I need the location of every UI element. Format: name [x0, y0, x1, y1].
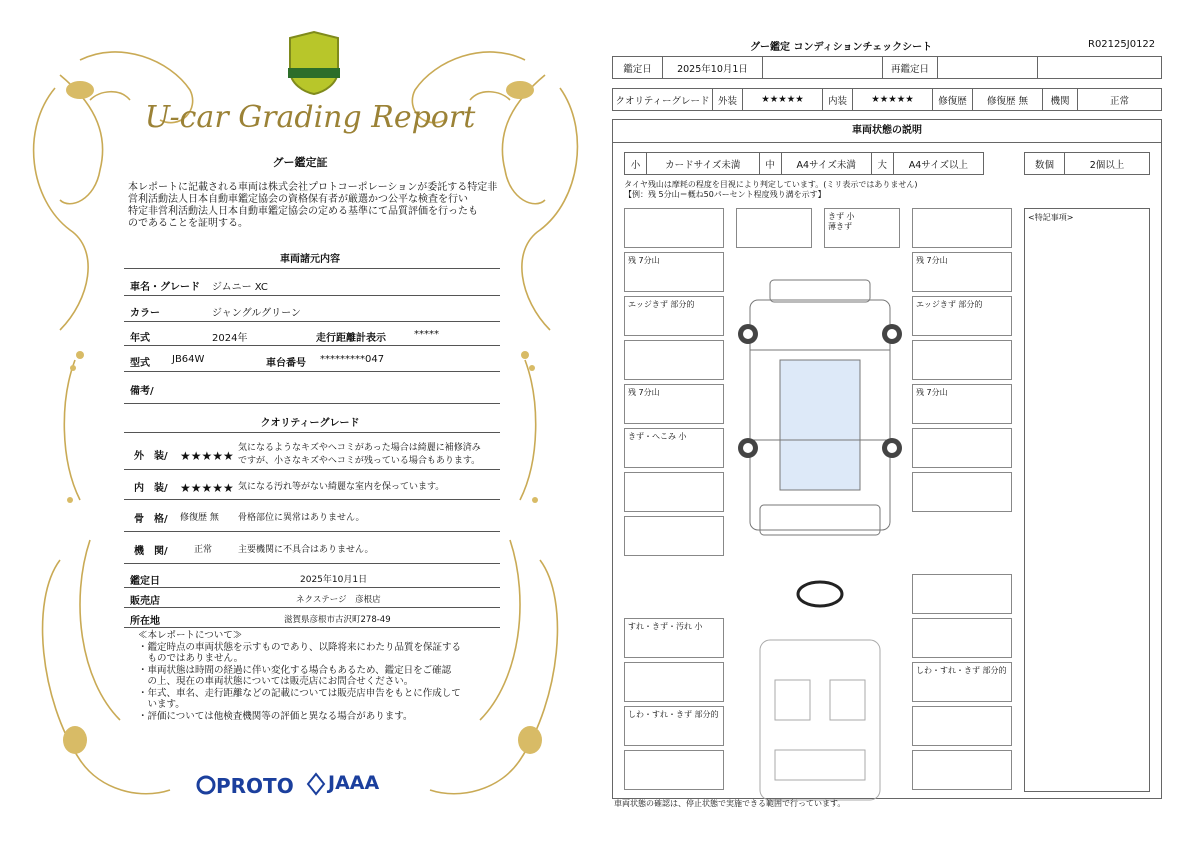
condition-box	[824, 208, 900, 248]
condition-box	[912, 340, 1012, 380]
condition-box	[624, 472, 724, 512]
condition-box: 残 7分山	[912, 252, 1012, 292]
note-line: の上、現在の車両状態については販売店にお問合せください。	[138, 676, 414, 687]
spec-value: *********047	[320, 354, 385, 365]
grade-label: 外 装/	[134, 451, 168, 462]
condition-box	[912, 750, 1012, 790]
box-line: 薄きず	[828, 222, 852, 231]
certificate-title: グー鑑定証	[272, 156, 328, 169]
blank-cell	[1038, 57, 1162, 79]
spec-label: 備考/	[130, 386, 154, 397]
grade-stars: ★★★★★	[180, 481, 234, 495]
jaaa-brand: JAAA	[328, 772, 380, 794]
grade-row-interior	[124, 470, 500, 500]
certificate-statement	[128, 182, 498, 230]
tire-note-line: 【例：残 5分山＝概ね50パーセント程度残り溝を示す】	[624, 190, 826, 199]
spec-row-model	[124, 346, 500, 372]
statement-line: 本レポートに記載される車両は株式会社プロトコーポレーションが委託する特定非	[128, 182, 498, 193]
legend-medium: 中	[759, 153, 781, 175]
condition-box	[624, 662, 724, 702]
appraisal-value: ネクステージ 彦根店	[296, 595, 381, 605]
sheet-footer: 車両状態の確認は、停止状態で実施できる範囲で行っています。	[614, 799, 846, 808]
note-line: ・鑑定時点の車両状態を示すものであり、以降将来にわたり品質を保証する	[138, 641, 462, 653]
condition-box: しわ・すれ・きず 部分的	[624, 706, 724, 746]
legend-count: 数個	[1025, 153, 1065, 175]
note-line: ・評価については他検査機関等の評価と異なる場合があります。	[138, 710, 413, 722]
size-legend	[624, 152, 984, 175]
note-line: ものではありません。	[138, 653, 244, 664]
repair-value: 修復歴 無	[973, 89, 1043, 111]
condition-box	[912, 208, 1012, 248]
divider	[124, 432, 500, 433]
appraisal-label: 所在地	[130, 616, 160, 627]
appraisal-shop-row	[124, 588, 500, 608]
condition-box	[624, 208, 724, 248]
reinspect-label: 再鑑定日	[883, 57, 938, 79]
grade-desc: ですが、小さなキズやヘコミが残っている場合もあります。	[238, 456, 481, 466]
report-script-title: U-car Grading Report	[144, 100, 476, 135]
interior-label: 内装	[823, 89, 853, 111]
spec-value: ジムニー XC	[212, 282, 268, 293]
condition-box: すれ・きず・汚れ 小	[624, 618, 724, 658]
condition-box	[736, 208, 812, 248]
blank-cell	[763, 57, 883, 79]
box-line: きず 小	[828, 212, 855, 221]
spec-label: 年式	[130, 333, 150, 344]
spec-label: 車名・グレード	[130, 282, 200, 293]
statement-line: のであることを証明する。	[128, 218, 248, 229]
tire-note-line: タイヤ残山は摩耗の程度を目視により判定しています。(ミリ表示ではありません)	[624, 180, 918, 189]
condition-box	[912, 706, 1012, 746]
grade-value: 修復歴 無	[180, 513, 219, 523]
grade-desc: 主要機関に不具合はありません。	[238, 545, 374, 555]
grade-row-frame	[124, 500, 500, 532]
appraisal-label: 販売店	[130, 596, 160, 607]
condition-box: 残 7分山	[624, 384, 724, 424]
legend-count-desc: 2個以上	[1065, 153, 1150, 175]
condition-box	[624, 750, 724, 790]
note-line: います。	[138, 699, 185, 710]
condition-box	[912, 574, 1012, 614]
tire-note	[624, 180, 917, 200]
spec-row-name	[124, 270, 500, 296]
exterior-label: 外装	[713, 89, 743, 111]
appraisal-address-row	[124, 608, 500, 628]
condition-box: 残 7分山	[912, 384, 1012, 424]
engine-label: 機関	[1043, 89, 1078, 111]
condition-box: きず・へこみ 小	[624, 428, 724, 468]
repair-label: 修復歴	[933, 89, 973, 111]
spec-value: *****	[414, 329, 439, 340]
legend-small: 小	[625, 153, 647, 175]
proto-logo-icon	[196, 774, 216, 796]
spec-label: 車台番号	[266, 358, 306, 369]
spec-row-color	[124, 296, 500, 322]
interior-stars: ★★★★★	[853, 89, 933, 111]
condition-check-sheet	[610, 30, 1165, 820]
goo-kantei-logo	[284, 30, 344, 96]
jaaa-logo-icon	[306, 772, 326, 796]
count-legend	[1024, 152, 1150, 175]
statement-line: 特定非営利活動法人日本自動車鑑定協会の定める基準にて品質評価を行ったも	[128, 206, 478, 217]
condition-box	[624, 340, 724, 380]
statement-line: 営利活動法人日本自動車鑑定協会の資格保有者が厳選かつ公平な検査を行い	[128, 194, 468, 205]
date-value: 2025年10月1日	[663, 57, 763, 79]
spec-heading: 車両諸元内容	[280, 254, 340, 265]
condition-box	[912, 428, 1012, 468]
grade-label: 骨 格/	[134, 514, 168, 525]
date-label: 鑑定日	[613, 57, 663, 79]
note-line: ・車両状態は時間の経過に伴い変化する場合もあるため、鑑定日をご確認	[138, 664, 452, 676]
special-notes-box: <特記事項>	[1024, 208, 1150, 792]
sheet-id: R02125J0122	[1088, 39, 1156, 50]
note-line: ≪本レポートについて≫	[138, 630, 243, 641]
spec-value: ジャングルグリーン	[212, 308, 301, 319]
grade-desc: 気になる汚れ等がない綺麗な室内を保っています。	[238, 482, 445, 492]
condition-box	[912, 472, 1012, 512]
grade-row-engine	[124, 532, 500, 564]
spec-label: 走行距離計表示	[316, 333, 386, 344]
appraisal-date-row	[124, 566, 500, 588]
engine-value: 正常	[1078, 89, 1162, 111]
legend-small-desc: カードサイズ未満	[647, 153, 760, 175]
grade-table	[612, 88, 1162, 111]
grade-label: 機 関/	[134, 546, 168, 557]
vehicle-diagram	[720, 260, 920, 820]
appraisal-value: 滋賀県彦根市古沢町278-49	[284, 615, 391, 625]
spec-label: カラー	[130, 308, 160, 319]
grade-label: クオリティーグレード	[613, 89, 713, 111]
spec-row-year	[124, 322, 500, 346]
spec-value: 2024年	[212, 333, 248, 344]
date-table	[612, 56, 1162, 79]
grade-desc: 骨格部位に異常はありません。	[238, 513, 365, 523]
grade-row-exterior	[124, 434, 500, 470]
condition-box: しわ・すれ・きず 部分的	[912, 662, 1012, 702]
proto-brand: PROTO	[216, 774, 294, 798]
appraisal-label: 鑑定日	[130, 576, 160, 587]
grade-stars: ★★★★★	[180, 449, 234, 463]
exterior-stars: ★★★★★	[743, 89, 823, 111]
reinspect-value	[938, 57, 1038, 79]
grade-desc: 気になるようなキズやヘコミがあった場合は綺麗に補修済み	[238, 443, 481, 453]
note-line: ・年式、車名、走行距離などの記載については販売店申告をもとに作成して	[138, 687, 461, 699]
sheet-title: グー鑑定 コンディションチェックシート	[750, 42, 933, 53]
condition-box	[912, 618, 1012, 658]
grade-heading: クオリティーグレード	[260, 418, 360, 429]
section-title: 車両状態の説明	[612, 119, 1162, 143]
spec-row-remarks	[124, 372, 500, 404]
legend-medium-desc: A4サイズ未満	[781, 153, 871, 175]
condition-box: エッジきず 部分的	[912, 296, 1012, 336]
condition-box: エッジきず 部分的	[624, 296, 724, 336]
condition-box: 残 7分山	[624, 252, 724, 292]
report-notes	[138, 630, 493, 722]
appraisal-value: 2025年10月1日	[300, 575, 368, 585]
grade-label: 内 装/	[134, 483, 168, 494]
grade-value: 正常	[194, 545, 213, 555]
legend-large: 大	[871, 153, 893, 175]
legend-large-desc: A4サイズ以上	[893, 153, 983, 175]
spec-label: 型式	[130, 358, 150, 369]
divider	[124, 268, 500, 269]
condition-box	[624, 516, 724, 556]
spec-value: JB64W	[172, 354, 205, 365]
